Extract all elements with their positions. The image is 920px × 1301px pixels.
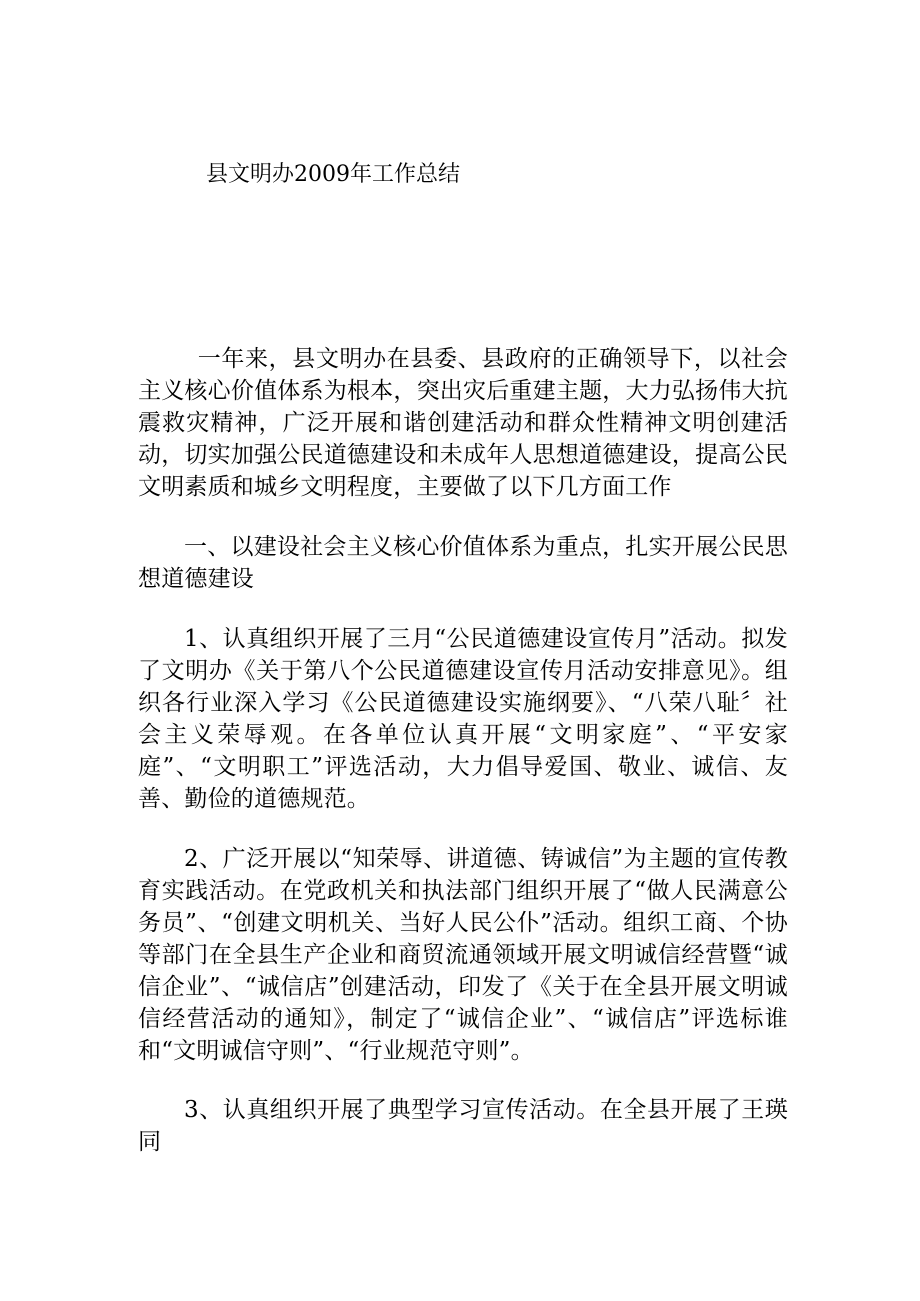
paragraph-item-1: 1、认真组织开展了三月“公民道德建设宣传月”活动。拟发了文明办《关于第八个公民道德建设宣传月活动安排意见》。组织各行业深入学习《公民道德建设实施纲要》、“八荣八耻〞社会主义荣辱观。在各单位认真开展“文明家庭”、“平安家庭”、“文明职工”评选活动，大力倡导爱国、敬业、诚信、友善、勤俭的道德规范。 [138,626,788,812]
paragraph-item-3: 3、认真组织开展了典型学习宣传活动。在全县开展了王瑛同 [138,1097,788,1155]
paragraph-item-2: 2、广泛开展以“知荣辱、讲道德、铸诚信”为主题的宣传教育实践活动。在党政机关和执法部门组织开展了“做人民满意公务员”、“创建文明机关、当好人民公仆”活动。组织工商、个协等部门在全县生产企业和商贸流通领域开展文明诚信经营暨“诚信企业”、“诚信店”创建活动，印发了《关于在全县开展文明诚信经营活动的通知》，制定了“诚信企业”、“诚信店”评选标谁和“文明诚信守则”、“行业规范守则”。 [138,846,788,1064]
document-title: 县文明办2009年工作总结 [206,162,460,187]
paragraph-intro: 一年来，县文明办在县委、县政府的正确领导下，以社会主义核心价值体系为根本，突出灾后重建主题，大力弘扬伟大抗震救灾精神，广泛开展和谐创建活动和群众性精神文明创建活动，切实加强公民道德建设和未成年人思想道德建设，提高公民文明素质和城乡文明程度，主要做了以下几方面工作 [138,346,788,500]
section-heading-1: 一、以建设社会主义核心价值体系为重点，扎实开展公民思想道德建设 [138,534,788,592]
